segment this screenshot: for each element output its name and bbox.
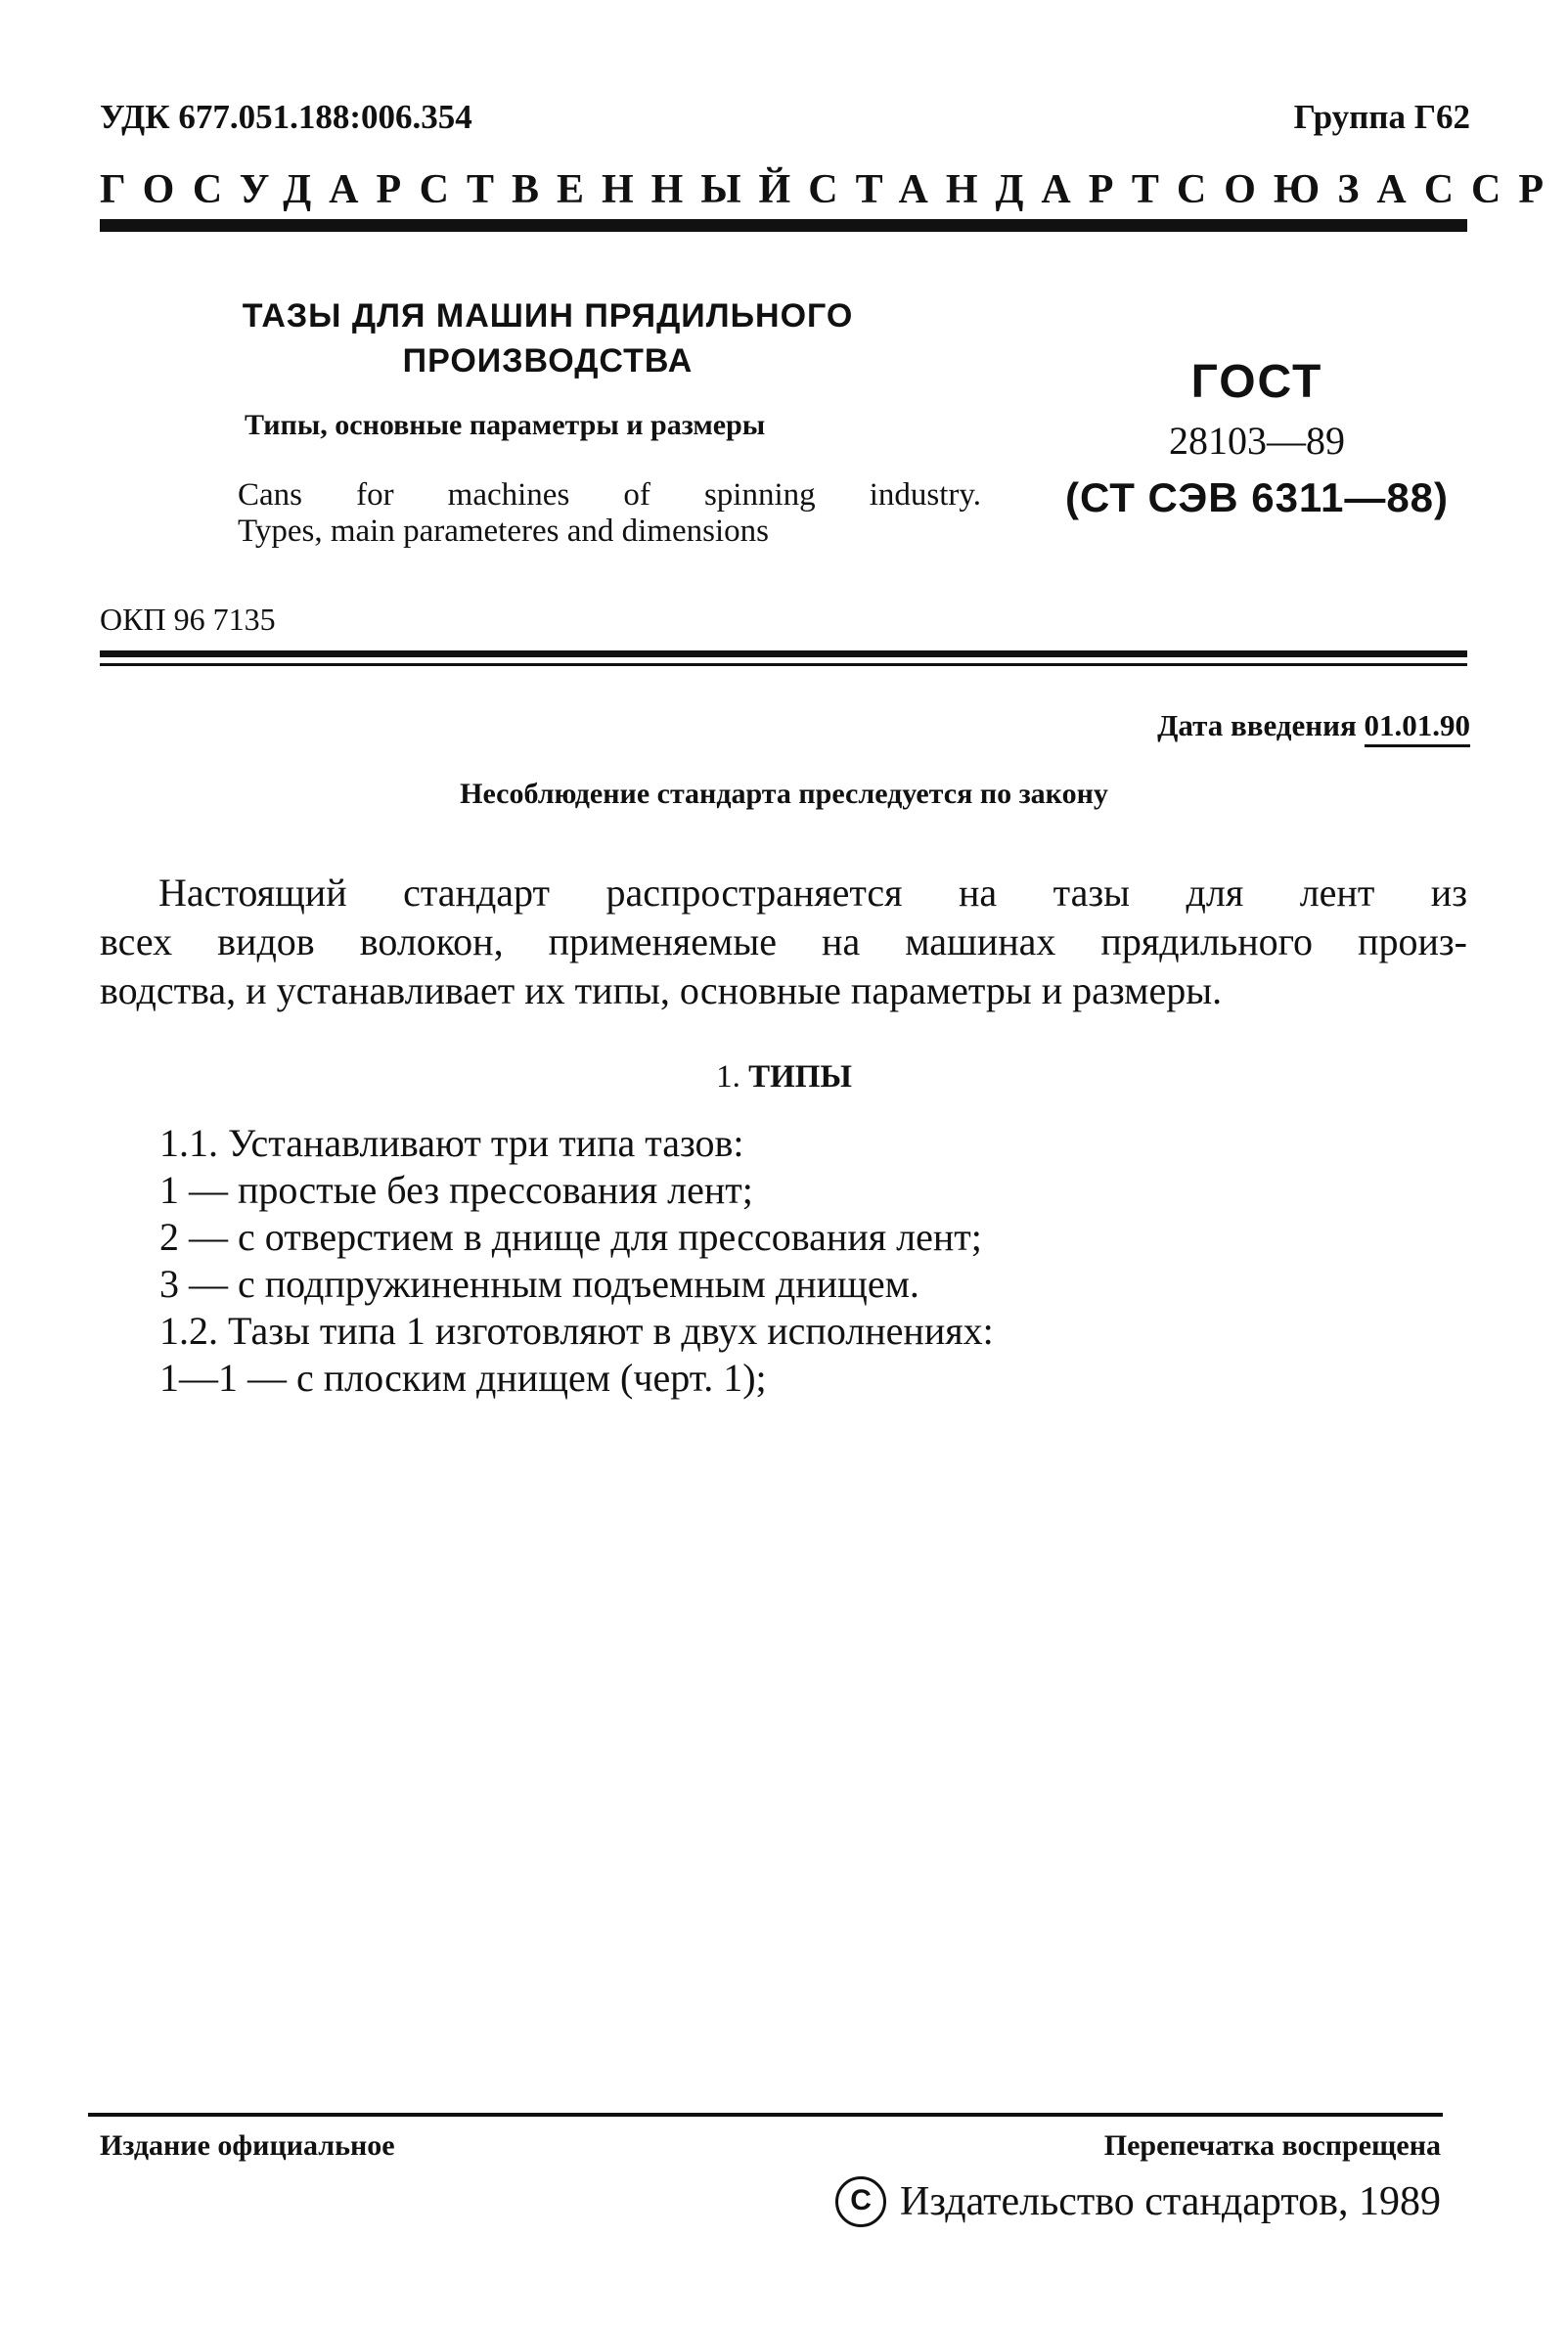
- paragraph-line: всех видов волокон, применяемые на машинах прядильного произ-: [100, 919, 1467, 963]
- introduction-date-value: 01.01.90: [1365, 708, 1471, 747]
- title-block-rule: [100, 650, 1467, 657]
- legal-notice: Несоблюдение стандарта преследуется по закону: [460, 778, 1108, 810]
- english-title-line: Types, main parameteres and dimensions: [238, 514, 769, 549]
- paragraph-line: Настоящий стандарт распространяется на тазы для лент из: [158, 871, 1467, 915]
- section-number: 1.: [716, 1059, 740, 1095]
- banner-word: ГОСУДАРСТВЕННЫЙ: [100, 167, 809, 212]
- title-line: ТАЗЫ ДЛЯ МАШИН ПРЯДИЛЬНОГО: [242, 297, 854, 335]
- gost-designation: [1027, 352, 1487, 526]
- official-edition-note: Издание официальное: [100, 2129, 395, 2162]
- clause-item: 3 — с подпружиненным подъемным днищем.: [159, 1262, 919, 1306]
- publisher-name: Издательство стандартов, 1989: [900, 2179, 1441, 2224]
- header-rule: [100, 219, 1467, 232]
- publisher-copyright: [835, 2176, 1441, 2227]
- introduction-date: [1157, 708, 1470, 743]
- banner-word: ССР: [1423, 167, 1562, 212]
- okp-code: ОКП 96 7135: [100, 602, 276, 637]
- section-title: ТИПЫ: [748, 1059, 852, 1095]
- gost-number: 28103—89: [1169, 419, 1345, 463]
- footer-rule: [88, 2113, 1443, 2117]
- clause-item: 1 — простые без прессования лент;: [159, 1168, 753, 1212]
- paragraph-line: водства, и устанавливает их типы, основные параметры и размеры.: [100, 968, 1223, 1012]
- copyright-icon: C: [835, 2176, 886, 2227]
- english-title: [238, 477, 981, 550]
- title-line: ПРОИЗВОДСТВА: [402, 342, 694, 380]
- state-standard-banner: [100, 166, 1562, 213]
- clause-item: 1.1. Устанавливают три типа тазов:: [159, 1121, 744, 1165]
- banner-word: СОЮЗА: [1176, 167, 1424, 212]
- english-title-line: Cans for machines of spinning industry.: [238, 477, 981, 513]
- document-title: [157, 293, 939, 383]
- clause-list: [159, 1120, 994, 1402]
- cmea-standard-number: (СТ СЭВ 6311—88): [1064, 474, 1450, 520]
- classification-group: Группа Г62: [1293, 98, 1470, 136]
- introduction-date-label: Дата введения: [1157, 708, 1357, 742]
- clause-item: 2 — с отверстием в днище для прессования лент;: [159, 1215, 982, 1259]
- clause-item: 1.2. Тазы типа 1 изготовляют в двух исполнениях:: [159, 1309, 994, 1353]
- title-block-rule-thin: [100, 663, 1467, 666]
- reprint-prohibited-note: Перепечатка воспрещена: [1103, 2129, 1441, 2162]
- intro-paragraph: [100, 869, 1467, 1015]
- document-subtitle: Типы, основные параметры и размеры: [245, 409, 766, 441]
- gost-label: ГОСТ: [1190, 356, 1323, 408]
- banner-word: СТАНДАРТ: [808, 167, 1177, 212]
- section-heading: [0, 1059, 1568, 1096]
- clause-item: 1—1 — с плоским днищем (черт. 1);: [159, 1356, 767, 1400]
- udc-code: УДК 677.051.188:006.354: [100, 98, 472, 136]
